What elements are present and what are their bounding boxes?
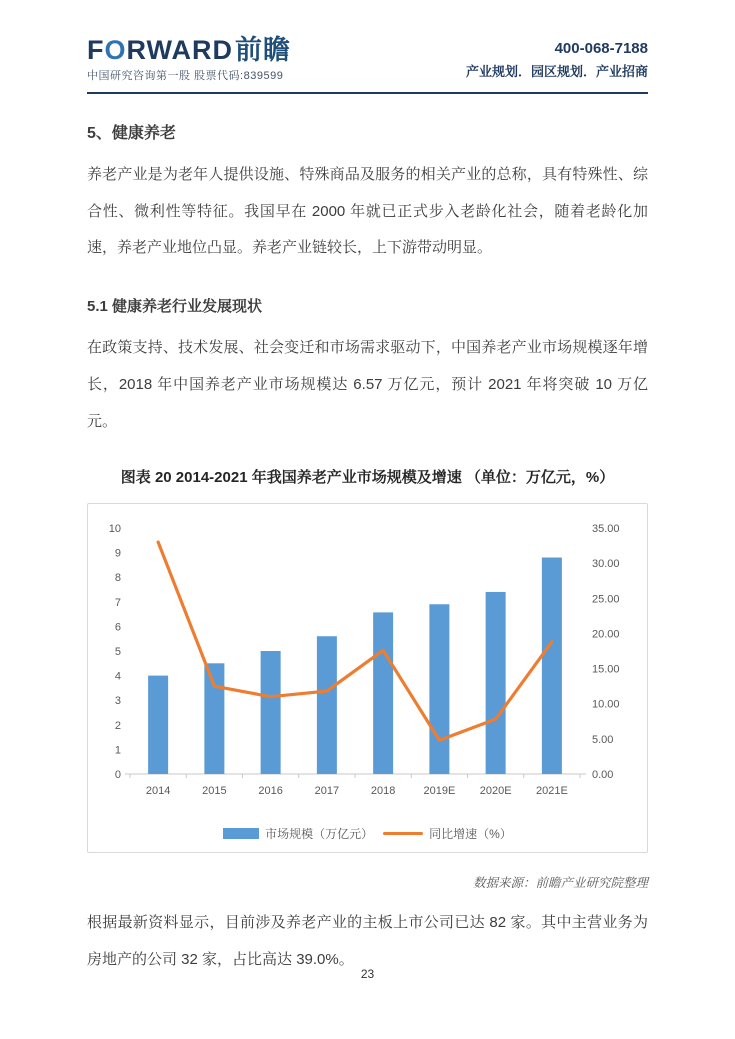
- chart-legend: [94, 825, 641, 842]
- page-header: [87, 36, 648, 94]
- phone-number: 400-068-7188: [554, 39, 648, 57]
- bar-2018: [373, 613, 393, 775]
- bar-2014: [148, 676, 168, 774]
- chart-title: 图表 20 2014-2021 年我国养老产业市场规模及增速 （单位：万亿元，%）: [120, 469, 615, 487]
- svg-text:2015: 2015: [202, 785, 227, 798]
- legend-label-growth: 同比增速（%）: [429, 827, 512, 842]
- svg-text:2: 2: [114, 720, 121, 733]
- logo-letter-f: F: [87, 35, 105, 65]
- bar-2019E: [429, 605, 449, 775]
- legend-item-market-scale: [223, 825, 373, 842]
- logo-wordmark: [87, 36, 291, 66]
- page-number: 23: [360, 967, 375, 981]
- legend-swatch-line: [383, 832, 423, 835]
- chart-figure: [87, 503, 648, 853]
- svg-text:2019E: 2019E: [423, 785, 456, 798]
- svg-text:6: 6: [114, 621, 121, 634]
- data-source: 数据来源：前瞻产业研究院整理: [472, 876, 648, 891]
- logo-subtitle: 中国研究咨询第一股 股票代码:839599: [87, 69, 284, 82]
- svg-text:20.00: 20.00: [592, 628, 620, 641]
- svg-text:4: 4: [114, 670, 121, 683]
- svg-text:9: 9: [114, 547, 121, 560]
- svg-text:0: 0: [114, 769, 121, 782]
- section-heading: 5、健康养老: [87, 124, 176, 142]
- svg-text:2020E: 2020E: [479, 785, 512, 798]
- bar-2021E: [542, 558, 562, 774]
- svg-text:1: 1: [114, 744, 121, 757]
- svg-text:2017: 2017: [314, 785, 340, 798]
- legend-swatch-bar: [223, 828, 259, 839]
- svg-text:2018: 2018: [370, 785, 396, 798]
- svg-text:7: 7: [114, 597, 121, 610]
- legend-item-growth: [383, 825, 512, 842]
- bar-2015: [204, 664, 224, 775]
- svg-text:30.00: 30.00: [592, 558, 620, 571]
- svg-text:10: 10: [108, 523, 121, 536]
- svg-text:8: 8: [114, 572, 121, 585]
- svg-text:5: 5: [114, 646, 121, 659]
- svg-text:35.00: 35.00: [592, 523, 620, 536]
- logo-chinese-name: 前瞻: [235, 35, 292, 65]
- svg-text:0.00: 0.00: [592, 769, 614, 782]
- logo-letters-rward: RWARD: [126, 35, 234, 65]
- paragraph-industry-overview: 养老产业是为老年人提供设施、特殊商品及服务的相关产业的总称，具有特殊性、综合性、微利性等特征。我国早在 2000 年就已正式步入老龄化社会，随着老龄化加速，养老产业地位凸显。养老产业链较长，上下游带动明显。: [87, 165, 648, 257]
- svg-text:2014: 2014: [145, 785, 171, 798]
- bar-2020E: [486, 592, 506, 774]
- paragraph-market-growth: 在政策支持、技术发展、社会变迁和市场需求驱动下，中国养老产业市场规模逐年增长，2018 年中国养老产业市场规模达 6.57 万亿元，预计 2021 年将突破 10 万亿元。: [87, 339, 648, 430]
- legend-label-market-scale: 市场规模（万亿元）: [265, 827, 374, 842]
- company-logo: [87, 36, 291, 82]
- bar-2016: [261, 651, 281, 774]
- svg-text:2021E: 2021E: [535, 785, 568, 798]
- svg-text:25.00: 25.00: [592, 593, 620, 606]
- paragraph-listed-companies: 根据最新资料显示，目前涉及养老产业的主板上市公司已达 82 家。其中主营业务为房地产的公司 32 家，占比高达 39.0%。: [87, 914, 648, 969]
- subsection-heading: 5.1 健康养老行业发展现状: [87, 298, 263, 316]
- svg-text:5.00: 5.00: [592, 734, 614, 747]
- services-tagline: 产业规划．园区规划．产业招商: [465, 64, 648, 80]
- bar-2017: [317, 637, 337, 775]
- svg-text:2016: 2016: [258, 785, 283, 798]
- header-contact: [466, 38, 648, 82]
- market-chart-svg: [94, 516, 642, 816]
- logo-letter-o: O: [104, 35, 127, 65]
- svg-text:3: 3: [114, 695, 121, 708]
- svg-text:15.00: 15.00: [592, 663, 620, 676]
- svg-text:10.00: 10.00: [592, 698, 620, 711]
